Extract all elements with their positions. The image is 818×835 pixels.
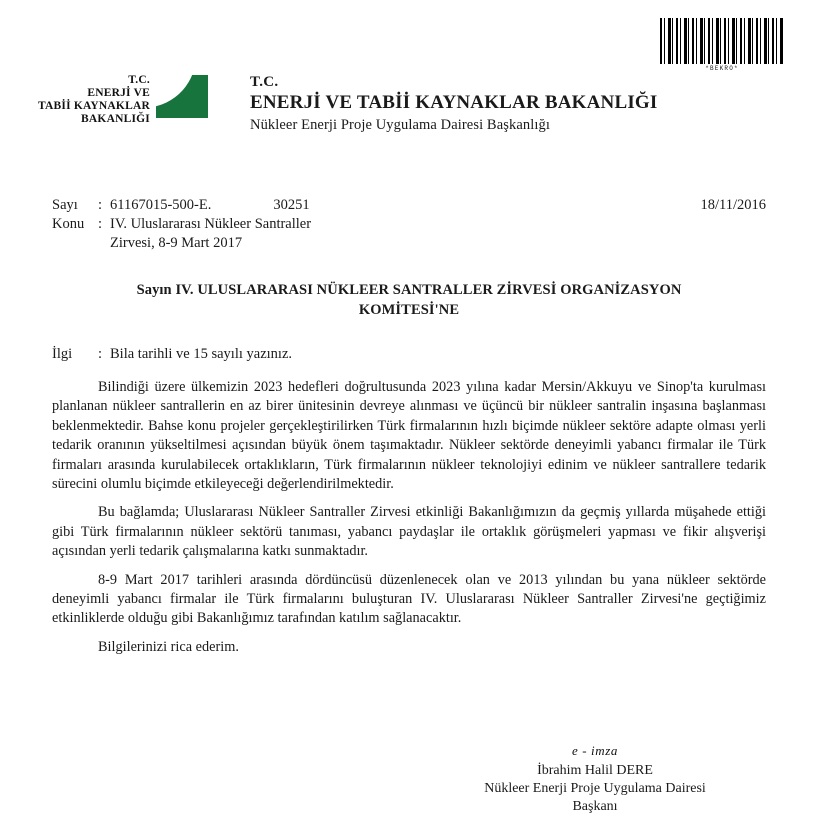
ilgi-value: Bila tarihli ve 15 sayılı yazınız. — [110, 346, 293, 362]
signer-title-line-2: Başkanı — [572, 799, 618, 814]
body-text — [52, 378, 766, 657]
sayi-label: Sayı — [52, 197, 78, 213]
logo-text — [38, 74, 156, 126]
letterhead — [0, 74, 818, 150]
konu-value-continued: Zirvesi, 8-9 Mart 2017 — [110, 235, 243, 251]
konu-colon: : — [98, 216, 103, 232]
sayi-colon: : — [98, 197, 103, 213]
logo-line-1: T.C. — [128, 74, 150, 86]
ilgi-label: İlgi — [52, 346, 73, 362]
reference-row — [52, 346, 766, 363]
signer-name: İbrahim Halil DERE — [537, 763, 653, 778]
sayi-value: 61167015-500-E. — [110, 197, 212, 213]
body-paragraph-1: Bilindiği üzere ülkemizin 2023 hedefleri doğrultusunda 2023 yılına kadar Mersin/Akkuyu ve Sinop'ta kurulması planlanan nükleer santrallerin en az birer ünitesinin devreye alınması ve üçüncü bir nükleer santralin inşasına başlanması beklenmektedir. Bahse konu projeler gerçekleştirilirken Türk firmalarının hızlı biçimde nükleer sektöre adapte olması yerli tedarik oranının yükseltilmesi açısından büyük önem taşımaktadır. Nükleer sektörde deneyimli yabancı firmalar ile Türk firmaları arasında kurulabilecek ortaklıkların, Türk firmalarının nükleer teknolojiyi edinim ve nükleer santrallere tedarik sürecini olumlu biçimde etkileyeceği değerlendirilmektedir. — [52, 379, 766, 493]
body-paragraph-4: Bilgilerinizi rica ederim. — [98, 638, 239, 655]
body-paragraph-2: Bu bağlamda; Uluslararası Nükleer Santraller Zirvesi etkinliği Bakanlığımızın da geçmiş yıllarda müşahede ettiği gibi Türk firmalarının nükleer sektörü tanıması, yabancı paydaşlar ile ortaklık görüşmeleri yapması ve fikir alışverişi açısından yerli tedarik çalışmalarına katkı sunmaktadır. — [52, 504, 766, 560]
document-meta — [52, 196, 766, 253]
recipient-line-2: KOMİTESİ'NE — [358, 302, 460, 318]
ministry-title-line-1: T.C. — [250, 74, 279, 90]
barcode — [660, 18, 784, 72]
sayi-number: 30251 — [273, 197, 310, 213]
ministry-department: Nükleer Enerji Proje Uygulama Dairesi Başkanlığı — [250, 117, 550, 133]
signer-title-line-1: Nükleer Enerji Proje Uygulama Dairesi — [484, 781, 706, 796]
barcode-label: *BEKRO* — [705, 65, 739, 72]
ministry-title-line-2: ENERJİ VE TABİİ KAYNAKLAR BAKANLIĞI — [250, 92, 658, 113]
logo-line-2: ENERJİ VE — [87, 87, 150, 99]
body-paragraph-3: 8-9 Mart 2017 tarihleri arasında dördüncüsü düzenlenecek olan ve 2013 yılından bu yana nükleer sektörde deneyimli yabancı firmalar ile Türk firmalarını buluşturan IV. Uluslararası Nükleer Santraller Zirvesi'ne geçtiğimiz etkinliklerde olduğu gibi Bakanlığımız tarafından katılım sağlanacaktır. — [52, 571, 766, 627]
sayi-value-group — [110, 196, 700, 215]
barcode-image — [660, 18, 784, 64]
ilgi-colon: : — [98, 346, 103, 362]
signature-block — [430, 742, 760, 816]
logo-line-3: TABİİ KAYNAKLAR — [38, 100, 150, 112]
document-date: 18/11/2016 — [700, 197, 766, 213]
konu-label: Konu — [52, 216, 85, 232]
meta-row-sayi — [52, 196, 766, 215]
esignature-mark: e - imza — [572, 743, 618, 758]
ministry-title — [250, 74, 770, 134]
logo-line-4: BAKANLIĞI — [81, 113, 150, 125]
konu-value: IV. Uluslararası Nükleer Santraller — [110, 216, 312, 232]
recipient-line-1: Sayın IV. ULUSLARARASI NÜKLEER SANTRALLER ZİRVESİ ORGANİZASYON — [136, 282, 682, 298]
recipient-block — [52, 280, 766, 320]
meta-row-konu — [52, 215, 766, 234]
logo-emblem-icon — [156, 75, 208, 125]
ministry-logo — [38, 74, 208, 126]
